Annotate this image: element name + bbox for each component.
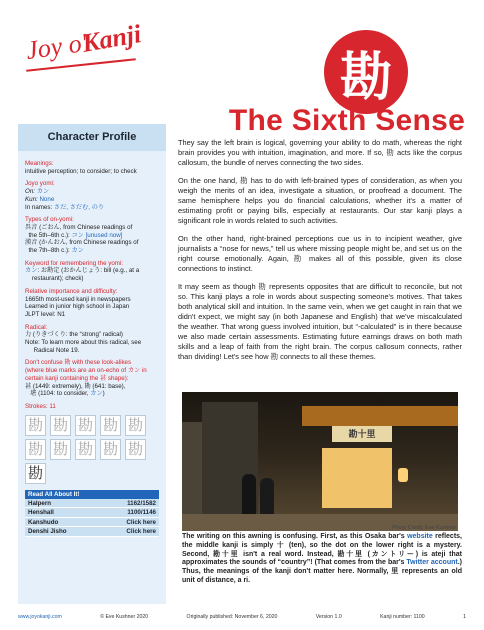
caption-twitter-link[interactable]: Twitter account — [406, 559, 458, 567]
names-label: In names: — [25, 203, 53, 211]
confuse-line2 — [25, 390, 159, 398]
stroke-order-box: 勘 — [100, 439, 121, 460]
caption-text-3: .) Thus, the meanings of the kanji don't matter here. Normally, 里 represents an old unit of distance, a ri. — [182, 559, 462, 584]
confuse-line2-text: 堪 (1104: to consider, — [30, 390, 89, 398]
radical-line3 — [25, 347, 159, 355]
reference-value: 1100/1146 — [127, 509, 156, 517]
reference-name: Kanshudo — [28, 518, 59, 526]
article-paragraph-1: They say the left brain is logical, governing your ability to do math, whereas the right brain provides you with intuition, imagination, and more. If so, 勘 acts like the corpus callosum, the bundle of nerves connecting the two sides. — [178, 138, 462, 167]
radical-line1: 力 (りきづくり: the “strong” radical) — [25, 331, 123, 339]
kun-value: None — [39, 195, 55, 203]
reference-row-kanshudo — [25, 518, 159, 528]
stroke-order-grid — [25, 415, 163, 484]
kanon-line1: 漢音 (かんおん, from Chinese readings of — [25, 239, 139, 247]
on-yomi-row — [25, 188, 159, 196]
meanings-value: intuitive perception; to consider; to check — [25, 167, 137, 175]
footer-page-number: 1 — [463, 614, 466, 620]
keyword-line1 — [25, 267, 159, 275]
confuse-line1: 甚 (1449: extremely), 勘 (641: base), — [25, 382, 126, 390]
photo-lit-window — [322, 448, 392, 508]
kanon-line2 — [25, 247, 159, 255]
denshi-jisho-link[interactable]: Click here — [126, 528, 156, 536]
keyword-label: Keyword for remembering the yomi: — [25, 259, 124, 267]
logo-text-kanji: Kanji — [79, 19, 144, 58]
strokes-label: Strokes: 11 — [25, 402, 56, 410]
keyword-line2 — [25, 275, 159, 283]
article-paragraph-4: It may seem as though 勘 represents opposites that are difficult to reconcile, but not so. This kanji plays a role in words about suspecting someone's motives. That takes both analytical skill and intuition. In the same vein, when we get caught in rain that we didn't expect, we might say (in both Japanese and English) that we've miscalculated the weather. That wrong guess involved intuition, but “-calculated” is in there because we also made certain assessments. Estimating future earnings draws on both math skills and a leap of faith from the right brain. The corpus callosum connects, rather than dividing! Let's see how 勘 connects to all these themes. — [178, 282, 462, 361]
photo-caption — [182, 533, 462, 586]
photo-sign: 勘十里 — [332, 426, 392, 442]
article-paragraph-3: On the other hand, right-brained perceptions cue us in to incipient weather, give journalists a “nose for news,” tell us where missing people might be, and set us on the right course emotionally. Again, 勘 makes all of this possible, given its close connections to instinct. — [178, 234, 462, 273]
radical-label: Radical: — [25, 323, 48, 331]
stroke-order-box-final: 勘 — [25, 463, 46, 484]
goon-line1: 呉音 (ごおん, from Chinese readings of — [25, 223, 133, 231]
confuse-label-3: certain kanji containing the 甚 shape): — [25, 374, 129, 382]
stroke-order-box: 勘 — [25, 439, 46, 460]
bar-photo — [182, 392, 458, 531]
footer-copyright: © Eve Kushner 2020 — [100, 614, 149, 620]
joy-o-kanji-logo — [22, 20, 172, 68]
photo-awning — [302, 406, 458, 426]
character-profile-sidebar — [18, 124, 166, 604]
reference-heading: Read All About It! — [25, 490, 159, 499]
confuse-line2-blue: カン — [90, 390, 103, 398]
stroke-order-box: 勘 — [125, 439, 146, 460]
stroke-order-box: 勘 — [50, 415, 71, 436]
character-profile-heading: Character Profile — [18, 124, 166, 151]
kanshudo-link[interactable]: Click here — [126, 518, 156, 526]
footer-kanji-number: Kanji number: 1100 — [380, 614, 425, 620]
confuse-line2-end: ) — [102, 390, 105, 398]
names-value: さだ, さだむ, のり — [53, 203, 105, 211]
kanon-value: カン — [71, 247, 84, 255]
stroke-order-box: 勘 — [100, 415, 121, 436]
footer-version: Version 1.0 — [315, 614, 342, 620]
reference-value: 1162/1582 — [127, 499, 156, 507]
names-row — [25, 204, 159, 212]
reference-row-henshall — [25, 508, 159, 518]
reference-name: Henshall — [28, 509, 54, 517]
article-body — [178, 138, 462, 370]
page-footer — [18, 614, 466, 620]
caption-text-2: reflects, the middle kanji is simply 十 (ten), so the dot on the lower right is a mystery. Second, 勘十里 isn't a real word. Instead, 勘十里 (カントリー) is ateji that approximates the sounds of “country”! (That comes from the bar's — [182, 533, 462, 567]
goon-line2-text: the 5th–6th c.): — [28, 231, 70, 239]
profile-body — [18, 151, 166, 537]
stroke-order-box: 勘 — [75, 415, 96, 436]
frequency-label: Relative importance and difficulty: — [25, 287, 118, 295]
reference-name: Halpern — [28, 499, 52, 507]
footer-published: Originally published: November 6, 2020 — [186, 614, 278, 620]
joyo-yomi-label: Joyo yomi: — [25, 180, 55, 188]
page-title: The Sixth Sense — [228, 104, 466, 137]
caption-text-1: The writing on this awning is confusing. First, as this Osaka bar's — [182, 533, 408, 540]
stroke-order-box: 勘 — [75, 439, 96, 460]
stroke-order-box: 勘 — [125, 415, 146, 436]
goon-note: [unused now] — [85, 231, 123, 239]
keyword-text-cont: restaurant); check) — [31, 275, 84, 283]
kun-label: Kun: — [25, 195, 38, 203]
logo-text-joy: Joy o' — [24, 27, 89, 66]
caption-website-link[interactable]: website — [407, 533, 433, 540]
frequency-line1: 1665th most-used kanji in newspapers — [25, 295, 131, 303]
featured-kanji-badge: 勘 — [324, 30, 408, 114]
kun-yomi-row — [25, 196, 159, 204]
radical-line2: Note: To learn more about this radical, see — [25, 339, 142, 347]
article-paragraph-2: On the one hand, 勘 has to do with left-brained types of consideration, as when you weigh the merits of an idea, investigate a situation, or proofread a document. The same hemisphere helps you do financial calculations, whether it's a matter of estimating profit or paying bills, especially at restaurants. Our star kanji plays a significant role in words related to such activities. — [178, 176, 462, 225]
frequency-line2: Learned in junior high school in Japan — [25, 303, 130, 311]
stroke-order-box: 勘 — [25, 415, 46, 436]
reference-table — [25, 490, 159, 537]
radical-note-link[interactable]: Radical Note 19. — [33, 346, 80, 354]
on-value: カン — [36, 188, 50, 196]
keyword-yomi: カン — [25, 267, 38, 275]
confuse-label-2: (where blue marks are an on-echo of カン in — [25, 367, 147, 375]
confuse-label-1: Don't confuse 勘 with these look-alikes — [25, 359, 132, 367]
frequency-line3: JLPT level: N1 — [25, 310, 66, 318]
goon-value: コン — [71, 231, 84, 239]
photo-lamp — [398, 468, 408, 482]
reference-name: Denshi Jisho — [28, 528, 67, 536]
stroke-order-box: 勘 — [50, 439, 71, 460]
meanings-label: Meanings: — [25, 160, 54, 167]
kanon-line2-text: the 7th–8th c.): — [28, 247, 70, 255]
types-label: Types of on-yomi: — [25, 216, 74, 224]
reference-row-halpern — [25, 499, 159, 509]
footer-site-link[interactable]: www.joyokanji.com — [18, 614, 62, 620]
on-label: On: — [25, 188, 35, 196]
keyword-text: : お勘定 (おかんじょう: bill (e.g., at a — [37, 267, 140, 275]
reference-row-denshi-jisho — [25, 527, 159, 537]
photo-credit: Photo Credit: Eve Kushner — [392, 525, 456, 531]
